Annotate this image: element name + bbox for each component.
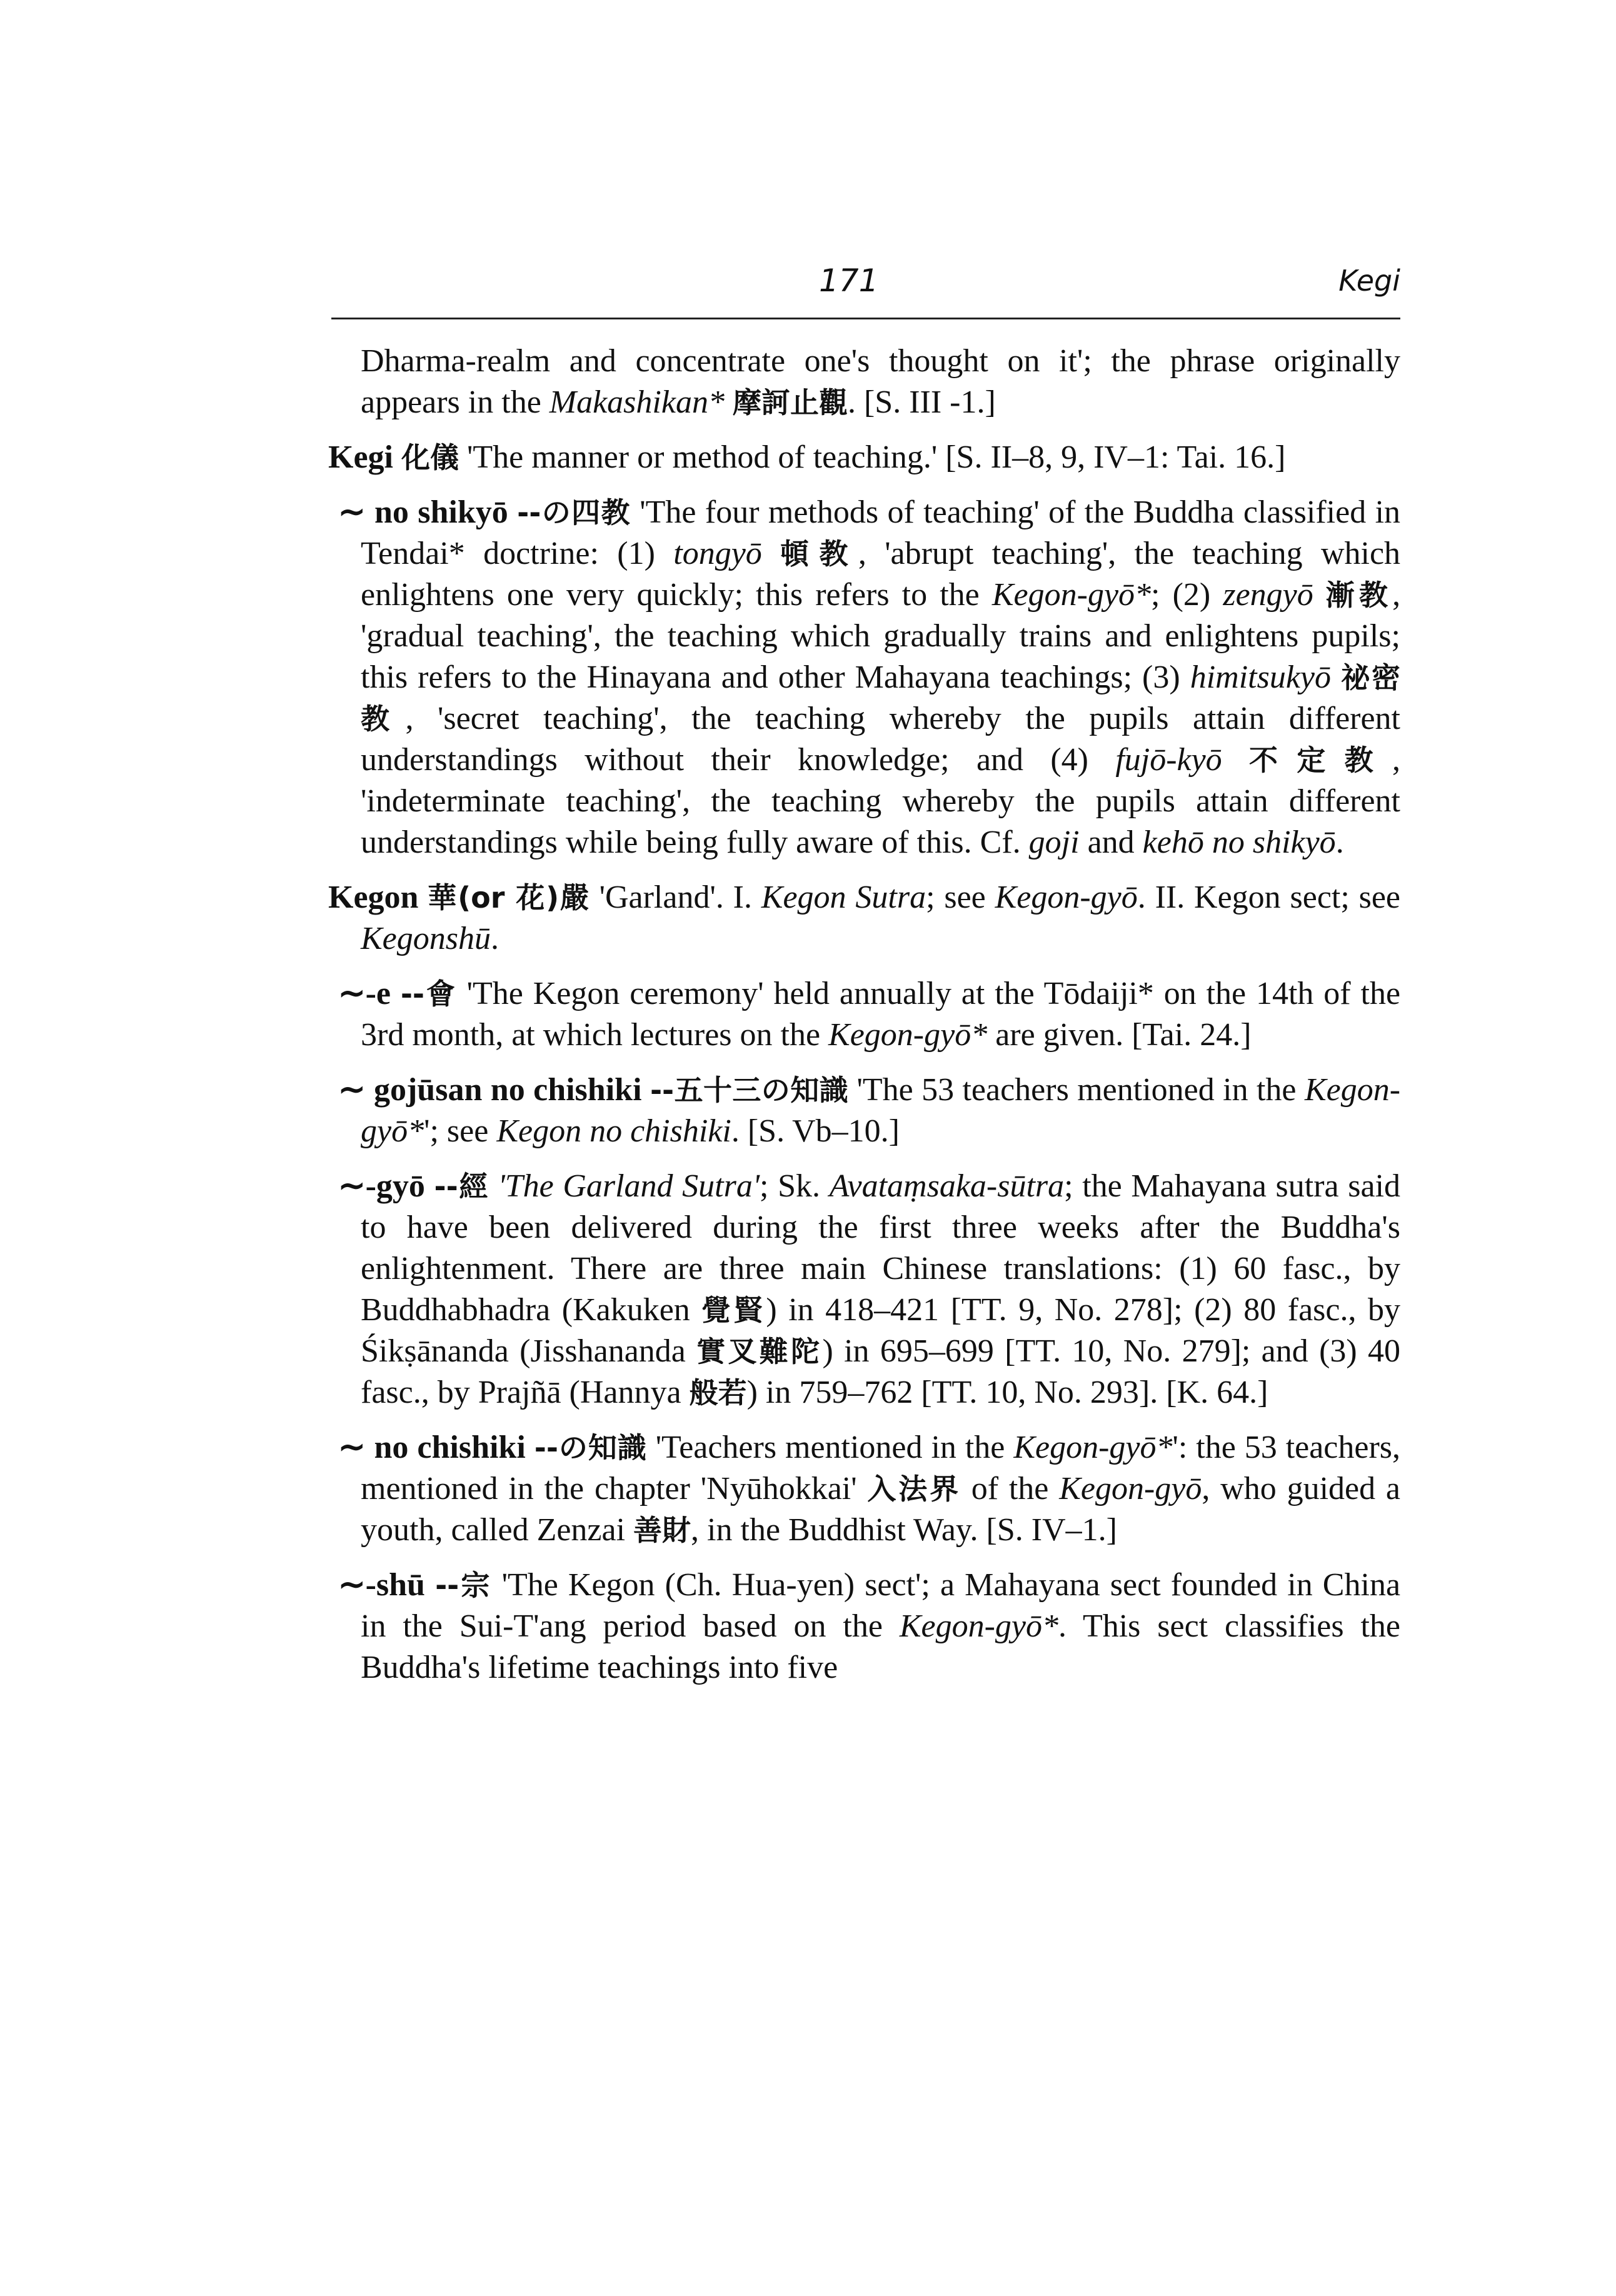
entry-no-shikyo: ∼ no shikyō --の四教 'The four methods of teaching' of the Buddha classified in Tendai* doctrine: (1) tongyō 頓教, 'abrupt teaching', the teaching which enlightens one very quickly; this refers to the Kegon-gyō*; (2) zengyō 漸教, 'gradual teaching', the teaching which gradually trains and enlightens pupils; this refers to the Hinayana and other Mahayana teachings; (3) himitsukyō 祕密教, 'secret teaching', the teaching whereby the pupils attain different understandings without their knowledge; and (4) fujō-kyō 不定教, 'indeterminate teaching', the teaching whereby the pupils attain different understandings while being fully aware of this. Cf. goji and kehō no shikyō.: [338, 494, 1401, 860]
entry-kegon-gyo: ∼-gyō --經 'The Garland Sutra'; Sk. Avataṃsaka-sūtra; the Mahayana sutra said to have been delivered during the first three weeks after the Buddha's enlightenment. There are three main Chinese translations: (1) 60 fasc., by Buddhabhadra (Kakuken 覺賢) in 418–421 [TT. 9, No. 278]; (2) 80 fasc., by Śikṣānanda (Jisshananda 實叉難陀) in 695–699 [TT. 10, No. 279]; and (3) 40 fasc., by Prajñā (Hannya 般若) in 759–762 [TT. 10, No. 293]. [K. 64.]: [338, 1168, 1401, 1410]
entry-kegonshu: ∼-shū --宗 'The Kegon (Ch. Hua-yen) sect'; a Mahayana sect founded in China in the Sui-T'ang period based on the Kegon-gyō*. This sect classifies the Buddha's lifetime teachings into five: [338, 1567, 1401, 1685]
page-header: [331, 250, 1400, 319]
headword: Kegon: [328, 880, 419, 915]
headword: Kegi: [328, 439, 393, 475]
entry-kegi: Kegi 化儀 'The manner or method of teaching.' [S. II–8, 9, IV–1: Tai. 16.]: [328, 439, 1286, 475]
entry-no-chishiki: ∼ no chishiki --の知識 'Teachers mentioned in the Kegon-gyō*': the 53 teachers, mentioned in the chapter 'Nyūhokkai' 入法界 of the Kegon-gyō, who guided a youth, called Zenzai 善財, in the Buddhist Way. [S. IV–1.]: [338, 1430, 1401, 1548]
entry-kegon-e: ∼-e --會 'The Kegon ceremony' held annually at the Tōdaiji* on the 14th of the 3rd month, at which lectures on the Kegon-gyō* are given. [Tai. 24.]: [338, 976, 1401, 1053]
entry-continuation: Dharma-realm and concentrate one's thought on it'; the phrase originally appears in the Makashikan* 摩訶止觀. [S. III -1.]: [361, 343, 1400, 420]
subheadword: ∼-shū: [338, 1567, 425, 1603]
subheadword: ∼-e: [338, 976, 391, 1011]
subheadword: ∼-gyō: [338, 1168, 425, 1204]
page-number: 171: [819, 263, 879, 299]
subheadword: ∼ no shikyō: [338, 494, 508, 530]
running-head: Kegi: [1338, 264, 1400, 298]
subheadword: ∼ gojūsan no chishiki: [338, 1072, 642, 1108]
source-ref: [S. II–8, 9, IV–1: Tai. 16.]: [945, 439, 1286, 475]
header-rule: [331, 318, 1400, 319]
entries-column: [328, 341, 1400, 1702]
entry-kegon: Kegon 華(or 花)嚴 'Garland'. I. Kegon Sutra; see Kegon-gyō. II. Kegon sect; see Kegonshū.: [328, 880, 1401, 956]
entry-gojusan-no-chishiki: ∼ gojūsan no chishiki --五十三の知識 'The 53 teachers mentioned in the Kegon-gyō*'; see Kegon no chishiki. [S. Vb–10.]: [338, 1072, 1401, 1149]
headword-kanji: 化儀: [401, 441, 459, 474]
subheadword: ∼ no chishiki: [338, 1430, 526, 1465]
